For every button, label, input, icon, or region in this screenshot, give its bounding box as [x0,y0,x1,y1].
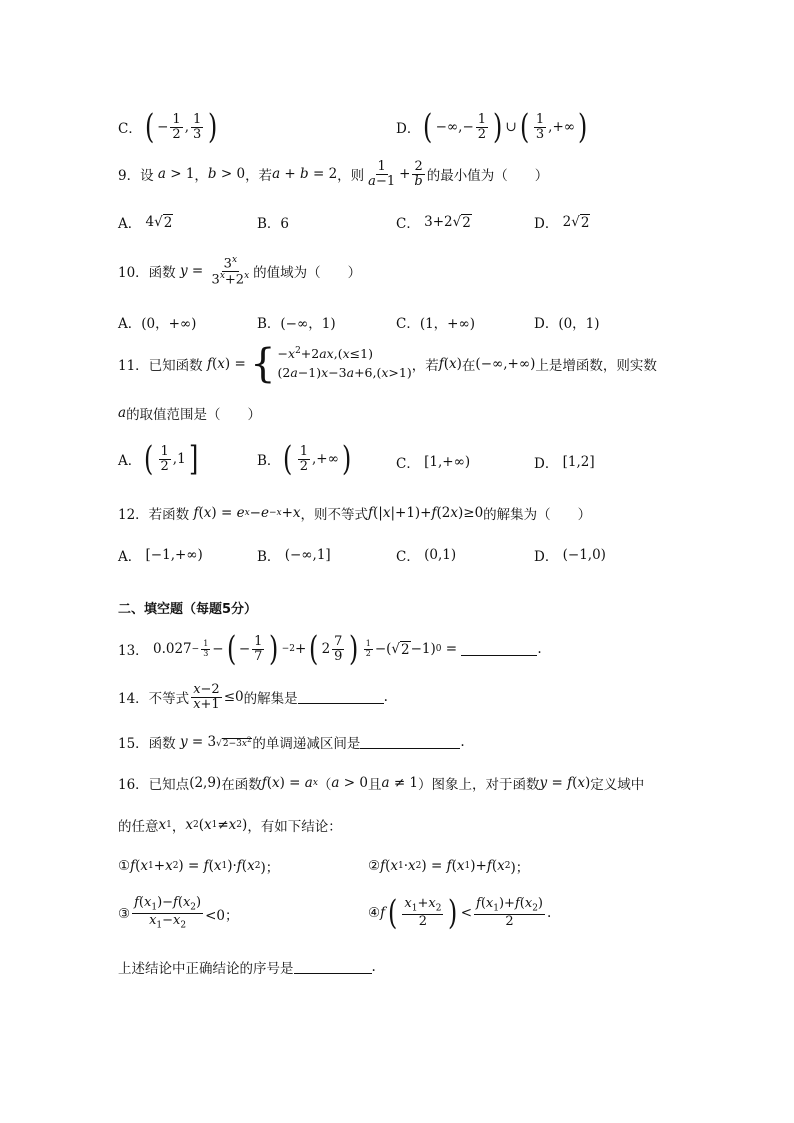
q11-text: 11．已知函数 [118,358,203,374]
q12-option-d: D． (−1,0) [534,547,606,565]
question-11-line2: a 的取值范围是（ ） [118,405,262,423]
q16-text: ， [171,819,186,835]
q10-text: 的值域为（ ） [253,265,362,282]
option-label: A． [118,453,142,469]
question-10: 10．函数 y = $\frac{3^x}{3^x+2^x}$ 的值域为（ ） [118,255,362,288]
option-label: D． [534,549,559,565]
q13-number: 13． [118,643,149,659]
statement-marker: ④ [368,905,381,921]
q9-text: ，则 [337,168,365,185]
q16-text: 在函数 [221,777,262,793]
option-label: D． [396,121,421,137]
q8-option-c: C． ( − $\frac{1}{2}$ , $\frac{1}{3}$ ) [118,107,218,147]
q9-text: 的最小值为（ ） [426,168,549,185]
question-16: 16．已知点 (2,9) 在函数 f ( x ) = a x （ a > 0 且 a ≠ 1 ）图象上，对于函数 y = f ( x ) 定义域中 [118,775,645,793]
q9-option-b [257,212,289,232]
q11-text: 的取值范围是（ ） [126,407,262,423]
option-label: A． [118,549,142,565]
option-label: D．(0，1) [534,316,600,332]
q11-option-d: D． [1,2] [534,454,595,472]
section-2-title [118,598,257,617]
question-16-answer-line: 上述结论中正确结论的序号是 . [118,959,376,977]
q16-statement-4: ④ f ( $\frac{x_1+x_2}{2}$ ) < $\frac{f(x_1)+f(x_2)}{2}$ . [368,893,552,933]
q12-text: 12．若函数 [118,507,190,523]
q16-statement-2: ② f ( x 1 · x 2 ) = f ( x 1 )+ f ( x 2 )； [368,858,530,876]
q11-option-b: B． ( $\frac{1}{2}$ ,+∞ ) [257,439,352,479]
statement-marker: ③ [118,905,131,922]
q10-text: 10．函数 [118,265,176,282]
q12-text: 的解集为（ ） [483,507,592,523]
q16-text: 的任意 [118,819,159,835]
q10-option-d [534,312,600,332]
q9-option-d: D． 2√ 2 [534,214,590,232]
statement-marker: ② [368,858,381,874]
q15-text: 15．函数 [118,736,176,752]
option-label: C． [396,216,420,232]
option-label: B．6 [257,216,290,232]
q16-text: 且 [367,777,382,793]
q14-text: 的解集是 [243,691,298,708]
q12-text: ，则不等式 [300,507,369,523]
q16-text: 定义域中 [590,777,645,793]
question-15: 15．函数 y = 3 $√2-3x^2$ 的单调递减区间是 . [118,734,465,752]
q11-option-c: C． [1,+∞) [396,454,471,472]
q9-text: ， [194,168,208,185]
option-label: A．(0，+∞) [118,316,197,332]
option-label: C． [118,121,142,137]
q11-text: 上是增函数，则实数 [535,358,657,374]
q9-option-a: A． 4√ 2 [118,214,173,232]
q14-text: 14．不等式 [118,691,190,708]
question-9: 9． 设 a > 1 ， b > 0 ，若 a + b = 2 ，则 $\frac{1}{a-1}$ + $\frac{2}{b}$ 的最小值为（ ） [118,159,549,189]
question-16-line2: 的任意 x 1 ， x 2 ( x 1 ≠ x 2 ) ，有如下结论： [118,817,342,835]
q12-option-a: A． [−1,+∞) [118,547,203,565]
option-label: C． [396,456,420,472]
q16-text: 上述结论中正确结论的序号是 [118,961,294,977]
option-label: D． [534,456,559,472]
option-label: D． [534,216,559,232]
option-label: B． [257,549,281,565]
question-14: 14．不等式 $\frac{x-2}{x+1}$ ≤0 的解集是 . [118,682,388,712]
q11-option-a: A． ( $\frac{1}{2}$ ,1 ] [118,439,198,479]
q9-option-c: C． 3+2√ 2 [396,214,471,232]
q9-text: 设 [140,168,154,185]
q16-text: ，有如下结论： [247,819,342,835]
section-title-text: 二、填空题（每题5分） [118,602,258,617]
q10-option-b [257,312,336,332]
statement-marker: ① [118,858,131,874]
option-label: A． [118,216,142,232]
option-label: C． [396,549,420,565]
option-label: B．(−∞，1) [257,316,336,332]
q11-text: 在 [461,358,476,374]
option-label: B． [257,453,281,469]
q11-text: ，若 [411,358,439,374]
question-13: 13． 0.027 − $\frac{1}{3}$ − ( − $\frac{1}{7}$ ) −2 + ( 2 $\frac{7}{9}$ ) $\frac{1}{2}$ −(√ 2 −1) 0 = . [118,629,542,669]
q16-text: （ [317,777,332,793]
option-label: C．(1，+∞) [396,316,476,332]
question-12: 12．若函数 f ( x ) = e x − e −x + x ，则不等式 f (| x |+1)+ f (2 x )≥0 的解集为（ ） [118,505,592,523]
q16-text: ）图象上，对于函数 [418,777,540,793]
q15-text: 的单调递减区间是 [252,736,361,752]
q16-statement-1: ① f ( x 1 + x 2 ) = f ( x 1 )· f ( x 2 )； [118,858,280,876]
q12-option-c: C． (0,1) [396,547,457,565]
q9-number: 9． [118,168,141,185]
q8-option-d: D． ( −∞,− $\frac{1}{2}$ ) ∪ ( $\frac{1}{3}$ ,+∞ ) [396,107,588,147]
q10-option-c [396,312,475,332]
q9-text: ，若 [245,168,273,185]
q10-option-a [118,312,196,332]
q16-statement-3: ③ $\frac{f(x_1)-f(x_2)}{x_1-x_2}$ <0； [118,895,239,931]
q12-option-b: B． (−∞,1] [257,547,331,565]
q16-text: 16．已知点 [118,777,190,793]
question-11: 11．已知函数 f ( x ) = { $-x^2+2ax,(x\le 1)$ (2a−1)x−3a+6,(x>1) ，若 f ( x ) 在 (−∞,+∞) 上是增函数，则实数 [118,341,657,387]
